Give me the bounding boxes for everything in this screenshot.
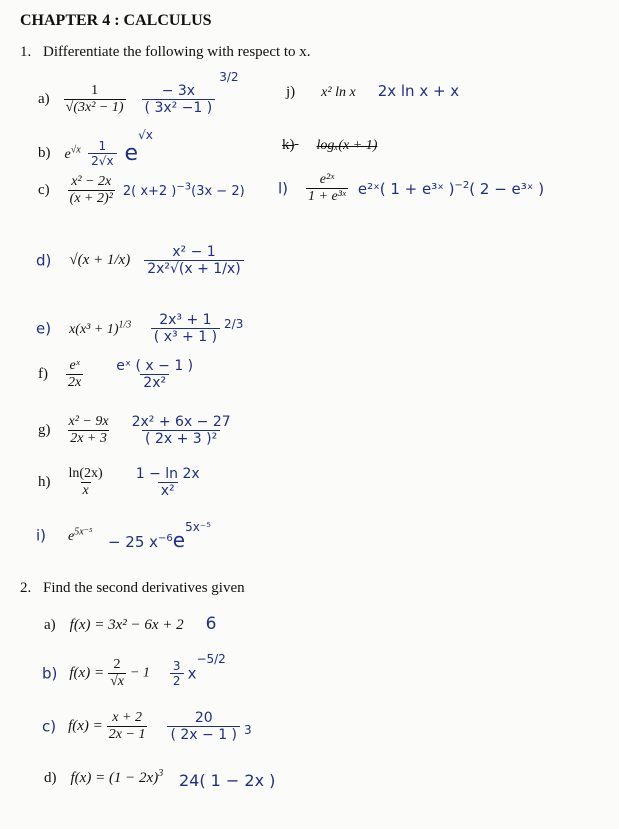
question-2 <box>20 580 245 597</box>
q1-item-e <box>36 312 243 345</box>
q1-a-answer-exponent: 3/2 <box>219 70 239 84</box>
q2-c-label: c) <box>42 717 57 736</box>
q1-g-answer: $\frac{\text{2x² + 6x − 27}}{\text{( 2x + 3 )²}}$ <box>131 414 231 447</box>
q1-k-label: k) <box>282 137 295 153</box>
q1-f-expression: $\frac{\text{eˣ}}{2x}$ <box>68 358 82 390</box>
q1-h-expression: $\frac{\ln(2x)}{x}$ <box>68 466 103 498</box>
q1-item-i <box>36 520 211 552</box>
question-2-number: 2. <box>20 580 32 596</box>
q1-b-expression: $e^{√x}$ <box>64 144 81 162</box>
q1-c-expression: $\frac{\text{x² − 2x}}{\text{(x + 2)²}}$ <box>69 174 113 206</box>
q1-e-answer-exponent: 2/3 <box>224 317 244 332</box>
question-1-text: Differentiate the following with respect to x. <box>43 44 311 60</box>
q2-a-answer: 6 <box>205 614 217 634</box>
q1-h-label: h) <box>38 474 51 490</box>
q2-b-lhs: f(x) = <box>69 664 105 681</box>
q1-b-answer-e: e <box>124 140 139 166</box>
q2-b-answer-exponent: −5/2 <box>196 652 226 666</box>
q1-j-answer: 2x ln x + x <box>377 82 460 100</box>
q1-b-answer-exponent: √x <box>138 128 153 142</box>
q2-c-lhs: f(x) = <box>68 718 103 734</box>
q2-d-expression: $f(x) = (1 - 2x)^3$ <box>70 768 164 786</box>
q1-item-k <box>282 136 377 154</box>
q2-c-answer-exponent: 3 <box>244 723 252 738</box>
q2-b-answer: x <box>187 664 197 683</box>
q1-item-g <box>38 414 234 447</box>
q1-e-expression: $x(x^3 + 1)^{1/3}$ <box>69 319 132 337</box>
page-title: CHAPTER 4 : CALCULUS <box>20 12 212 29</box>
question-1 <box>20 44 311 61</box>
q2-item-d <box>44 768 275 790</box>
q1-a-label: a) <box>38 90 50 107</box>
q1-a-answer: $\frac{- 3x}{\text{( 3x² −1 )}}$ <box>142 83 216 116</box>
q1-item-c <box>38 174 245 207</box>
q1-i-answer: − 25 $x^{-6}e^{5x^{-5}}$ <box>107 520 211 552</box>
q2-b-label: b) <box>42 664 58 683</box>
q1-i-label: i) <box>36 526 47 545</box>
q1-l-answer: e²ˣ( 1 + e³ˣ )$^{-2}$( 2 − e³ˣ ) <box>357 179 545 198</box>
q1-j-label: j) <box>286 84 296 100</box>
q1-c-answer: 2( x+2 )$^{-3}$(3x − 2) <box>122 181 245 200</box>
question-2-text: Find the second derivatives given <box>43 580 245 596</box>
q2-b-tail: − 1 <box>129 665 150 681</box>
q1-d-label: d) <box>36 251 52 270</box>
q2-a-expression: f(x) = 3x² − 6x + 2 <box>69 617 184 633</box>
q1-g-expression: $\frac{\text{x² − 9x}}{2x + 3}$ <box>68 414 109 446</box>
question-1-number: 1. <box>20 44 32 60</box>
q2-c-expression: $\frac{x + 2}{2x - 1}$ <box>108 710 146 742</box>
q1-j-expression: x² ln x <box>321 85 356 100</box>
q2-c-answer: $\frac{20}{( 2x - 1 )}$ <box>167 710 240 743</box>
q1-k-expression: logₓ(x + 1) <box>316 138 378 153</box>
q2-d-label: d) <box>44 770 57 786</box>
q1-a-expression: $\frac{1}{\text{√(3x² − 1)}}$ <box>65 82 124 115</box>
q1-c-label: c) <box>38 182 50 198</box>
q1-l-label: l) <box>278 179 289 198</box>
q2-item-c <box>42 710 252 743</box>
q2-a-label: a) <box>44 617 56 633</box>
q1-h-answer: $\frac{1 - \ln 2x}{\text{x²}}$ <box>135 466 200 499</box>
q1-item-d <box>36 244 244 277</box>
q2-d-answer: 24( 1 − 2x ) <box>178 771 276 790</box>
q1-item-j <box>286 82 459 101</box>
q1-e-answer: $\frac{\text{2x³ + 1}}{\text{( x³ + 1 )}}$ <box>151 312 220 345</box>
q1-f-answer: $\frac{\text{eˣ ( x − 1 )}}{\text{2x²}}$ <box>116 358 194 391</box>
q1-i-expression: $e^{5x^{-5}}$ <box>68 526 93 544</box>
q2-b-expression: $\frac{2}{√x}$ <box>110 656 124 689</box>
q1-item-f <box>38 358 196 391</box>
q2-item-a <box>44 614 216 634</box>
q2-b-answer-coef: $\frac{3}{2}$ <box>170 659 184 688</box>
q1-b-label: b) <box>38 144 51 161</box>
q1-b-answer: $\frac{1}{2√x}$ <box>88 139 116 168</box>
q1-e-label: e) <box>36 319 52 338</box>
q1-d-expression: √(x + 1/x) <box>69 252 131 268</box>
q2-item-b <box>42 652 226 690</box>
q1-d-answer: $\frac{\text{x² − 1}}{\text{2x²√(x + 1/x)}}$ <box>144 244 243 277</box>
q1-f-label: f) <box>38 366 48 382</box>
q1-item-h <box>38 466 203 499</box>
q1-item-a <box>38 70 239 116</box>
q1-item-b <box>38 128 153 168</box>
q1-l-expression: $\frac{\text{e²ˣ}}{\text{1 + e³ˣ}}$ <box>308 172 346 204</box>
q1-item-l <box>278 172 544 205</box>
q1-g-label: g) <box>38 422 51 438</box>
